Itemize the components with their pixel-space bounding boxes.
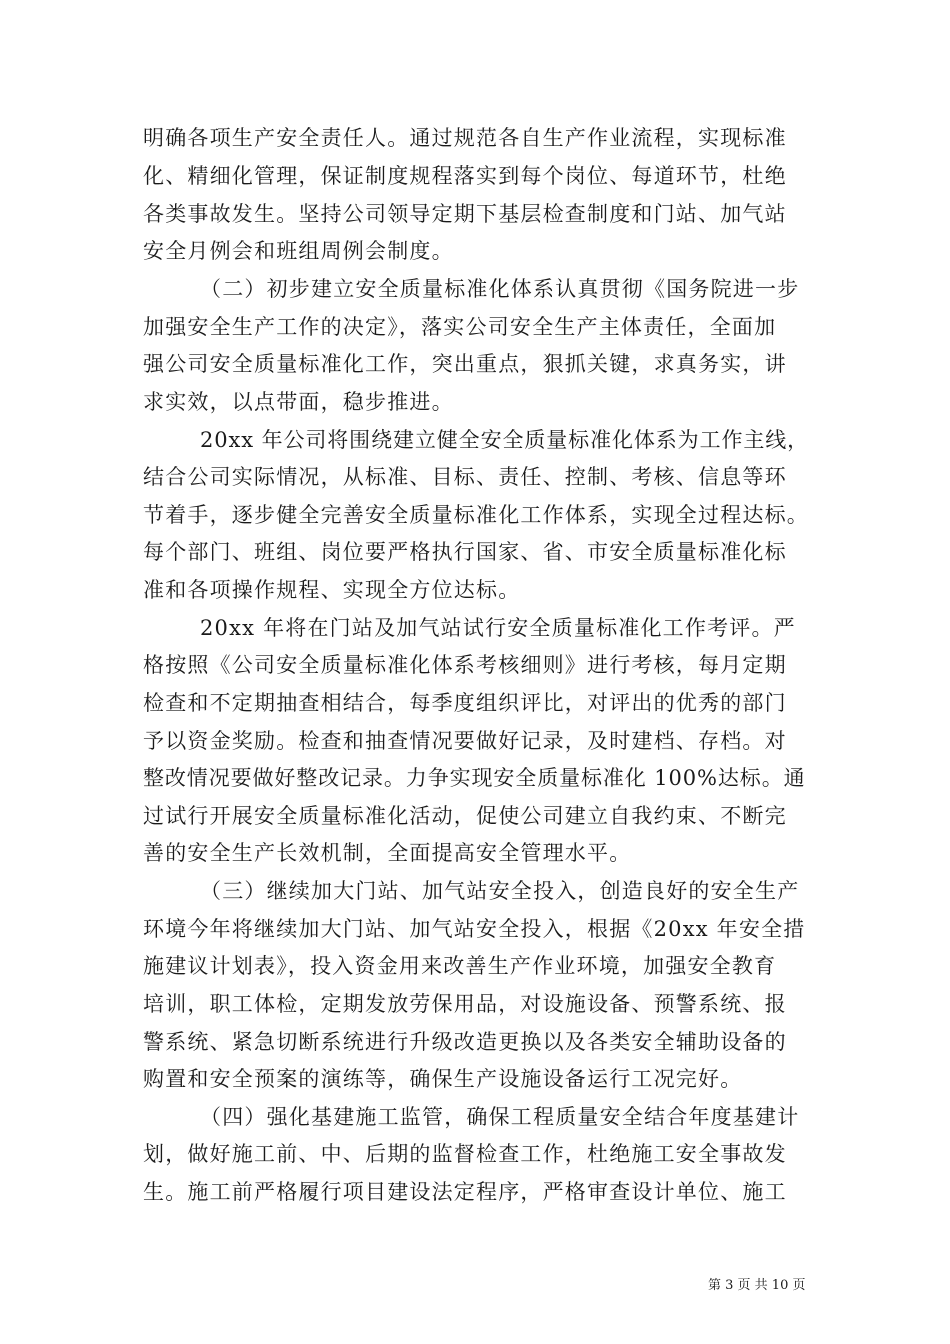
section-heading-3: （三）继续加大门站、加气站安全投入，创造良好的安全生产: [200, 879, 800, 903]
text-line: 各类事故发生。坚持公司领导定期下基层检查制度和门站、加气站: [143, 202, 787, 226]
text-line: 安全月例会和班组周例会制度。: [143, 239, 454, 263]
text-line: 结合公司实际情况，从标准、目标、责任、控制、考核、信息等环: [143, 465, 787, 489]
page-number: 第 3 页 共 10 页: [708, 1278, 806, 1293]
text-line: 加强安全生产工作的决定》，落实公司安全生产主体责任，全面加: [143, 315, 777, 339]
paragraph-start: 20xx 年将在门站及加气站试行安全质量标准化工作考评。严: [200, 616, 796, 640]
section-heading-4: （四）强化基建施工监管，确保工程质量安全结合年度基建计: [200, 1105, 800, 1129]
text-line: 整改情况要做好整改记录。力争实现安全质量标准化 100%达标。通: [143, 766, 806, 790]
text-line: 购置和安全预案的演练等，确保生产设施设备运行工况完好。: [143, 1067, 743, 1091]
text-line: 求实效，以点带面，稳步推进。: [143, 390, 454, 414]
text-line: 生。施工前严格履行项目建设法定程序，严格审查设计单位、施工: [143, 1180, 787, 1204]
text-line: 化、精细化管理，保证制度规程落实到每个岗位、每道环节，杜绝: [143, 164, 787, 188]
text-line: 节着手，逐步健全完善安全质量标准化工作体系，实现全过程达标。: [143, 503, 809, 527]
text-line: 善的安全生产长效机制，全面提高安全管理水平。: [143, 841, 632, 865]
text-line: 明确各项生产安全责任人。通过规范各自生产作业流程，实现标准: [143, 126, 787, 150]
text-line: 划，做好施工前、中、后期的监督检查工作，杜绝施工安全事故发: [143, 1142, 787, 1166]
text-line: 准和各项操作规程、实现全方位达标。: [143, 578, 521, 602]
text-line: 警系统、紧急切断系统进行升级改造更换以及各类安全辅助设备的: [143, 1030, 787, 1054]
text-line: 培训，职工体检，定期发放劳保用品，对设施设备、预警系统、报: [143, 992, 787, 1016]
text-line: 每个部门、班组、岗位要严格执行国家、省、市安全质量标准化标: [143, 540, 787, 564]
text-line: 予以资金奖励。检查和抽查情况要做好记录，及时建档、存档。对: [143, 729, 787, 753]
text-line: 检查和不定期抽查相结合，每季度组织评比，对评出的优秀的部门: [143, 691, 787, 715]
section-heading-2: （二）初步建立安全质量标准化体系认真贯彻《国务院进一步: [200, 277, 800, 301]
paragraph-start: 20xx 年公司将围绕建立健全安全质量标准化体系为工作主线，: [200, 428, 810, 452]
text-line: 强公司安全质量标准化工作，突出重点，狠抓关键，求真务实，讲: [143, 352, 787, 376]
text-line: 过试行开展安全质量标准化活动，促使公司建立自我约束、不断完: [143, 804, 787, 828]
text-line: 环境今年将继续加大门站、加气站安全投入，根据《20xx 年安全措: [143, 917, 806, 941]
text-line: 施建议计划表》，投入资金用来改善生产作业环境，加强安全教育: [143, 954, 777, 978]
text-line: 格按照《公司安全质量标准化体系考核细则》进行考核，每月定期: [143, 653, 787, 677]
